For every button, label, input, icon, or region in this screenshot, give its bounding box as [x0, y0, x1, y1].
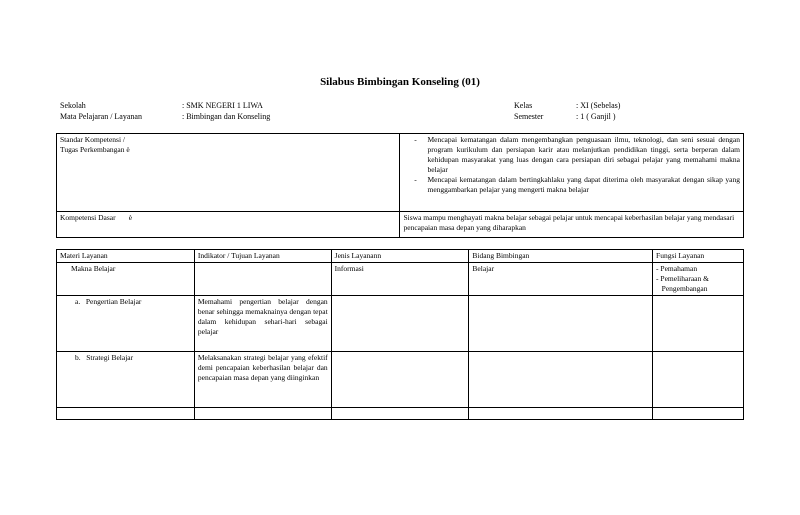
fungsi-item-1: - Pemahaman	[656, 264, 698, 273]
fungsi-cell	[653, 263, 744, 296]
empty-cell	[653, 408, 744, 420]
fungsi-item-2: - Pemeliharaan &	[656, 274, 709, 283]
empty-cell	[331, 408, 469, 420]
mapel-label: Mata Pelajaran / Layanan	[60, 112, 142, 121]
standar-bullet-1	[403, 135, 740, 175]
header-indikator: Indikator / Tujuan Layanan	[194, 250, 331, 263]
kompetensi-row	[57, 212, 744, 238]
bidang-cell	[469, 296, 653, 352]
bullet-dash: -	[414, 135, 417, 144]
kelas-label: Kelas	[514, 101, 533, 110]
fungsi-cell	[653, 296, 744, 352]
table-row	[57, 408, 744, 420]
materi-layanan-table	[56, 249, 744, 420]
standar-value-cell	[400, 134, 744, 212]
jenis-cell: Informasi	[331, 263, 469, 296]
indikator-strategi: Melaksanakan strategi belajar yang efektif demi pencapaian keberhasilan belajar dan pencapaian masa depan yang diinginkan	[194, 352, 331, 408]
header-jenis: Jenis Layanann	[331, 250, 469, 263]
header-fungsi: Fungsi Layanan	[653, 250, 744, 263]
standar-bullet-2	[403, 175, 740, 195]
indikator-cell	[194, 263, 331, 296]
mapel-value: : Bimbingan dan Konseling	[182, 112, 271, 121]
standar-label-cell	[57, 134, 400, 212]
fungsi-item-3: Pengembangan	[656, 284, 708, 293]
standar-kompetensi-table	[56, 133, 744, 238]
materi-pengertian-belajar: a. Pengertian Belajar	[57, 296, 195, 352]
bullet-dash: -	[414, 175, 417, 184]
standar-bullet-1-text: Mencapai kematangan dalam mengembangkan penguasaan ilmu, teknologi, dan seni sesuai dengan program kurikulum dan persiapan karir atau melanjutkan pendidikan tinggi, serta berperan dalam kehidupan masyarakat yang luas dengan cara persiapan diri sebagai pelajar yang memahami makna belajar	[427, 135, 740, 174]
materi-makna-belajar: Makna Belajar	[57, 263, 195, 296]
class-info	[514, 100, 620, 122]
bidang-cell: Belajar	[469, 263, 653, 296]
jenis-cell	[331, 352, 469, 408]
table-row	[57, 352, 744, 408]
empty-cell	[57, 408, 195, 420]
standar-label-line2: Tugas Perkembangan è	[60, 145, 130, 154]
empty-cell	[194, 408, 331, 420]
empty-cell	[469, 408, 653, 420]
table-row	[57, 296, 744, 352]
kompetensi-label-cell: Kompetensi Dasar è	[57, 212, 400, 238]
standar-bullet-2-text: Mencapai kematangan dalam bertingkahlaku yang dapat diterima oleh masyarakat dengan sikap yang menggambarkan pelajar yang mengerti makna belajar	[427, 175, 740, 194]
materi-strategi-belajar: b. Strategi Belajar	[57, 352, 195, 408]
kelas-value: : XI (Sebelas)	[576, 101, 621, 110]
table-row	[57, 263, 744, 296]
semester-label: Semester	[514, 112, 544, 121]
header-materi: Materi Layanan	[57, 250, 195, 263]
indikator-pengertian: Memahami pengertian belajar dengan benar sehingga memaknainya dengan tepat dalam kehidupan sehari-hari sebagai pelajar	[194, 296, 331, 352]
kompetensi-value-cell: Siswa mampu menghayati makna belajar sebagai pelajar untuk mencapai keberhasilan belajar yang mendasari pencapaian masa depan yang diharapkan	[400, 212, 744, 238]
jenis-cell	[331, 296, 469, 352]
table-header-row	[57, 250, 744, 263]
sekolah-label: Sekolah	[60, 101, 86, 110]
semester-value: : 1 ( Ganjil )	[576, 112, 616, 121]
sekolah-value: : SMK NEGERI 1 LIWA	[182, 101, 263, 110]
page-title: Silabus Bimbingan Konseling (01)	[320, 76, 480, 88]
fungsi-cell	[653, 352, 744, 408]
bidang-cell	[469, 352, 653, 408]
header-bidang: Bidang Bimbingan	[469, 250, 653, 263]
standar-row	[57, 134, 744, 212]
standar-label-line1: Standar Kompetensi /	[60, 135, 125, 144]
school-info	[60, 100, 270, 122]
